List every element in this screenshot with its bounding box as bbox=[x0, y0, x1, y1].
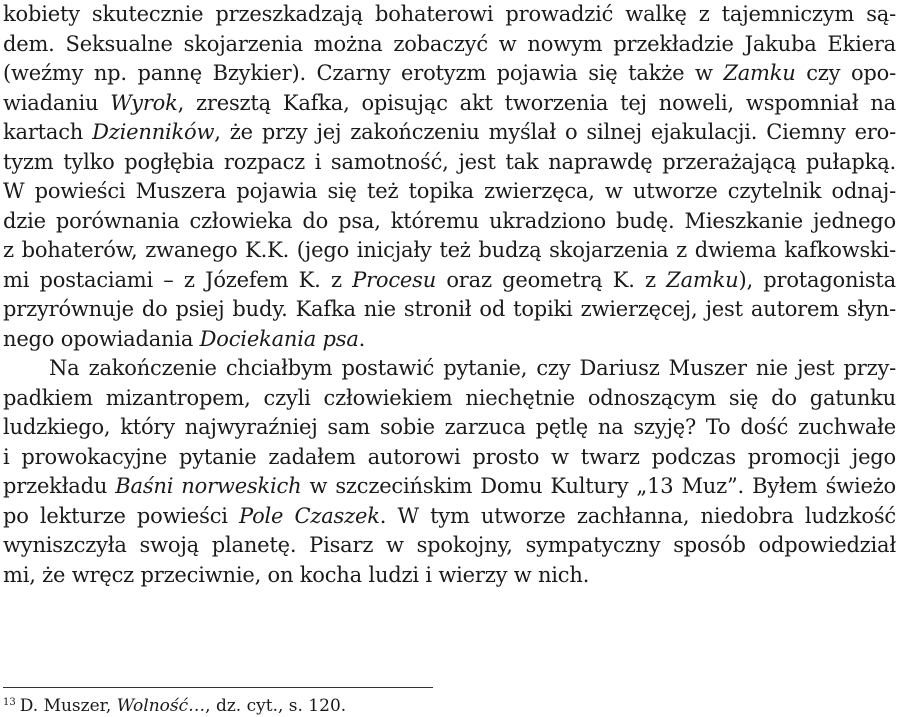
text-run: w szczecińskim Domu Kultury „13 Muz”. Byłem świeżo bbox=[301, 474, 896, 498]
italic-title: Wyrok bbox=[110, 90, 178, 115]
text-run: Na zakończenie chciałbym postawić pytanie, czy Dariusz Muszer nie jest przy- bbox=[49, 356, 896, 380]
text-line bbox=[3, 148, 896, 178]
paragraph-2 bbox=[3, 354, 896, 590]
text-line bbox=[3, 325, 896, 355]
footnote-text bbox=[20, 696, 346, 716]
text-run: , że przy jej zakończeniu myślał o silnej ejakulacji. Ciemny ero- bbox=[214, 120, 896, 144]
text-run: ludzkiego, który najwyraźniej sam sobie zarzuca pętlę na szyję? To dość zuchwałe bbox=[3, 415, 896, 439]
body-text bbox=[3, 0, 896, 590]
text-run: mi, że wręcz przeciwnie, on kocha ludzi i wierzy w nich. bbox=[3, 562, 590, 587]
footnote-separator bbox=[3, 687, 433, 688]
paragraph-1 bbox=[3, 0, 896, 354]
text-line bbox=[3, 413, 896, 443]
text-run: nego opowiadania bbox=[3, 326, 200, 351]
text-line bbox=[3, 502, 896, 532]
text-line bbox=[3, 266, 896, 296]
text-run: z bohaterów, zwanego K.K. (jego inicjały też budzą skojarzenia z dwiema kafkowski- bbox=[3, 238, 896, 262]
text-run: dzie porównania człowieka do psa, któremu ukradziono budę. Mieszkanie jednego bbox=[3, 208, 896, 233]
text-run: kartach bbox=[3, 120, 93, 144]
text-line bbox=[3, 207, 896, 237]
text-line bbox=[3, 89, 896, 119]
footnote bbox=[3, 692, 346, 717]
text-run: W powieści Muszera pojawia się też topika zwierzęca, w utworze czytelnik odnaj- bbox=[3, 179, 896, 203]
text-line bbox=[3, 384, 896, 414]
text-run: dem. Seksualne skojarzenia można zobaczyć w nowym przekładzie Jakuba Ekiera bbox=[3, 31, 896, 56]
text-run: padkiem mizantropem, czyli człowiekiem niechętnie odnoszącym się do gatunku bbox=[3, 385, 896, 410]
italic-title: Zamku bbox=[723, 61, 796, 85]
italic-title: Dzienników bbox=[92, 120, 215, 144]
text-run: oraz geometrą K. z bbox=[436, 267, 667, 292]
text-run: ), protagonista bbox=[738, 267, 896, 292]
text-run: przekładu bbox=[3, 474, 116, 498]
text-run: i prowokacyjne pytanie zadałem autorowi prosto w twarz podczas promocji jego bbox=[3, 444, 896, 469]
text-run: (weźmy np. pannę Bzykier). Czarny erotyzm pojawia się także w bbox=[3, 61, 724, 85]
text-line bbox=[3, 236, 896, 266]
italic-title: Dociekania psa bbox=[199, 326, 359, 351]
text-run: , zresztą Kafka, opisując akt tworzenia tej noweli, wspomniał na bbox=[177, 90, 896, 115]
text-run: . W tym utworze zachłanna, niedobra ludzkość bbox=[379, 503, 896, 528]
text-run: przyrównuje do psiej budy. Kafka nie stronił od topiki zwierzęcej, jest autorem słyn- bbox=[3, 297, 896, 321]
text-line bbox=[3, 295, 896, 325]
text-run: po lekturze powieści bbox=[3, 503, 239, 528]
footnote-number: 13 bbox=[3, 697, 16, 708]
text-line bbox=[3, 354, 896, 384]
italic-title: Baśni norweskich bbox=[115, 474, 302, 498]
text-line bbox=[3, 472, 896, 502]
text-run: mi postaciami – z Józefem K. z bbox=[3, 267, 353, 292]
text-line bbox=[3, 59, 896, 89]
text-line bbox=[3, 30, 896, 60]
italic-title: Procesu bbox=[352, 267, 437, 292]
text-line bbox=[3, 561, 896, 591]
italic-title: Wolność… bbox=[116, 696, 206, 716]
text-run: , dz. cyt., s. 120. bbox=[205, 696, 347, 716]
italic-title: Pole Czaszek bbox=[239, 503, 380, 528]
italic-title: Zamku bbox=[666, 267, 739, 292]
text-line bbox=[3, 531, 896, 561]
text-run: tyzm tylko pogłębia rozpacz i samotność, jest tak naprawdę przerażającą pułapką. bbox=[3, 149, 896, 174]
text-line bbox=[3, 177, 896, 207]
text-line bbox=[3, 443, 896, 473]
text-run: . bbox=[358, 326, 366, 351]
text-run: wiadaniu bbox=[3, 90, 111, 115]
text-run: wyniszczyła swoją planetę. Pisarz w spokojny, sympatyczny sposób odpowiedział bbox=[3, 533, 896, 557]
text-line bbox=[3, 0, 896, 30]
text-run: kobiety skutecznie przeszkadzają bohaterowi prowadzić walkę z tajemniczym są- bbox=[3, 2, 896, 26]
text-line bbox=[3, 118, 896, 148]
text-run: czy opo- bbox=[795, 61, 896, 85]
text-run: D. Muszer, bbox=[19, 696, 117, 716]
